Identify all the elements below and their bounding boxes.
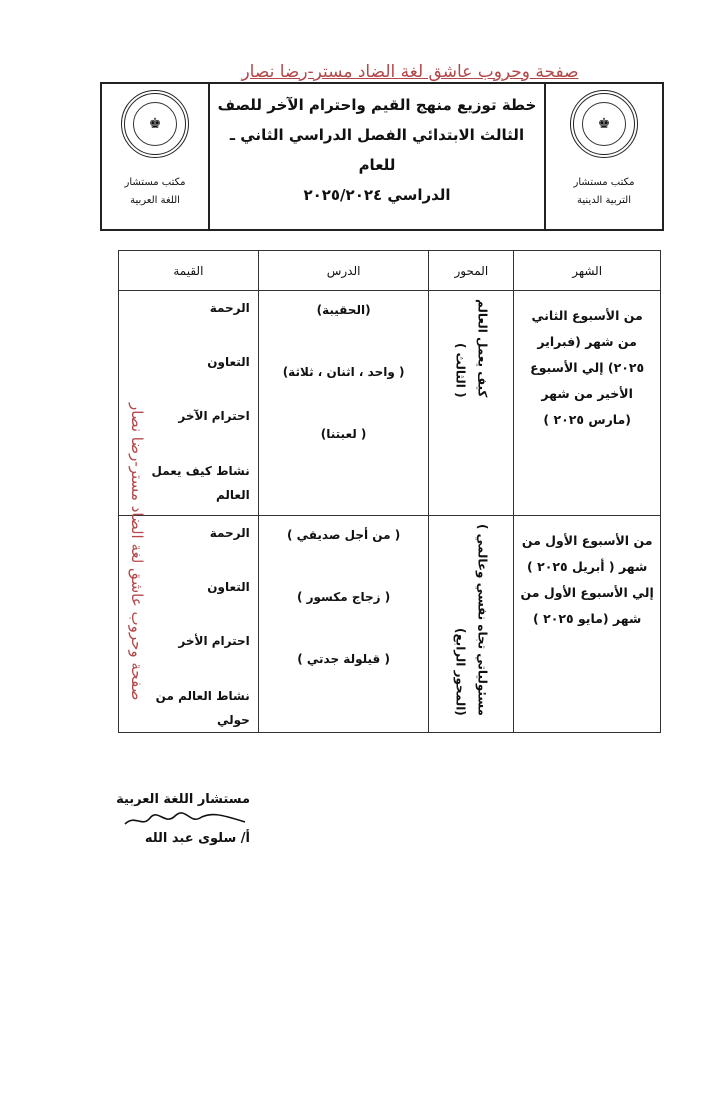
axis-cell <box>429 516 514 733</box>
value-item: التعاون <box>207 355 250 369</box>
lesson-item: ( قيلولة جدتي ) <box>297 652 390 666</box>
value-item: نشاط كيف يعمل العالم <box>151 464 250 502</box>
title-line-2: الثالث الابتدائي الفصل الدراسي الثاني ـ للعام <box>229 126 525 174</box>
office-label <box>574 174 635 210</box>
column-header-month: الشهر <box>514 251 661 291</box>
column-header-value: القيمة <box>119 251 259 291</box>
watermark-top: صفحة وحروب عاشق لغة الضاد مستر-رضا نصار <box>241 62 579 82</box>
lesson-item: ( زجاج مكسور ) <box>296 590 391 604</box>
handwritten-signature-icon <box>110 810 250 830</box>
value-item: نشاط العالم من حولي <box>155 689 250 727</box>
ministry-logo-icon <box>570 90 638 158</box>
document-title <box>210 84 544 229</box>
eagle-emblem-icon: ♚ <box>582 102 626 146</box>
lesson-item: ( لعبتنا) <box>320 427 367 441</box>
axis-line-2: ( الثالث ) <box>453 342 468 398</box>
office-label-line-2: التربية الدينية <box>577 195 631 206</box>
title-line-3: الدراسي ٢٠٢٥/٢٠٢٤ <box>303 186 451 204</box>
ministry-logo-icon <box>121 90 189 158</box>
lesson-item: ( من أجل صديقي ) <box>286 528 401 542</box>
axis-line-2: (المحور الرابع) <box>453 628 468 716</box>
signature-name: أ/ سلوى عبد الله <box>144 831 250 846</box>
column-header-lesson: الدرس <box>258 251 429 291</box>
eagle-emblem-icon: ♚ <box>133 102 177 146</box>
curriculum-plan-table <box>118 250 661 733</box>
value-item: التعاون <box>207 580 250 594</box>
signature-block <box>110 790 250 848</box>
table-header-row <box>119 251 661 291</box>
office-label <box>125 174 186 210</box>
axis-text <box>449 516 493 716</box>
lesson-item: ( واحد ، اثنان ، ثلاثة) <box>282 365 405 379</box>
table-row <box>119 291 661 516</box>
watermark-side: صفحة وحروب عاشق لغة الضاد مستر-رضا نصار <box>128 402 146 700</box>
value-item: الرحمة <box>209 301 250 315</box>
month-cell: من الأسبوع الثاني من شهر (فبراير ٢٠٢٥) إلي الأسبوع الأخير من شهر (مارس ٢٠٢٥ ) <box>514 291 661 516</box>
lesson-cell <box>258 291 429 516</box>
value-item: احترام الآخر <box>178 409 250 423</box>
lesson-item: (الحقيبة) <box>316 303 371 317</box>
office-religious-education <box>544 84 662 229</box>
document-header <box>100 82 664 231</box>
value-item: الرحمة <box>209 526 250 540</box>
month-cell: من الأسبوع الأول من شهر ( أبريل ٢٠٢٥ ) إلي الأسبوع الأول من شهر (مايو ٢٠٢٥ ) <box>514 516 661 733</box>
office-label-line-2: اللغة العربية <box>130 195 180 206</box>
signature-title: مستشار اللغة العربية <box>116 792 250 807</box>
table-row <box>119 516 661 733</box>
axis-cell <box>429 291 514 516</box>
lesson-cell <box>258 516 429 733</box>
office-label-line-1: مكتب مستشار <box>124 177 186 188</box>
axis-line-1: مسئولياتي تجاه نفسي وعالمي ) <box>475 524 490 716</box>
axis-line-1: كيف يعمل العالم <box>475 299 490 398</box>
column-header-axis: المحور <box>429 251 514 291</box>
value-item: احترام الأخر <box>178 634 250 648</box>
office-arabic-language <box>102 84 210 229</box>
title-line-1: خطة توزيع منهج القيم واحترام الآخر للصف <box>217 96 537 114</box>
axis-text <box>449 291 493 397</box>
office-label-line-1: مكتب مستشار <box>573 177 635 188</box>
